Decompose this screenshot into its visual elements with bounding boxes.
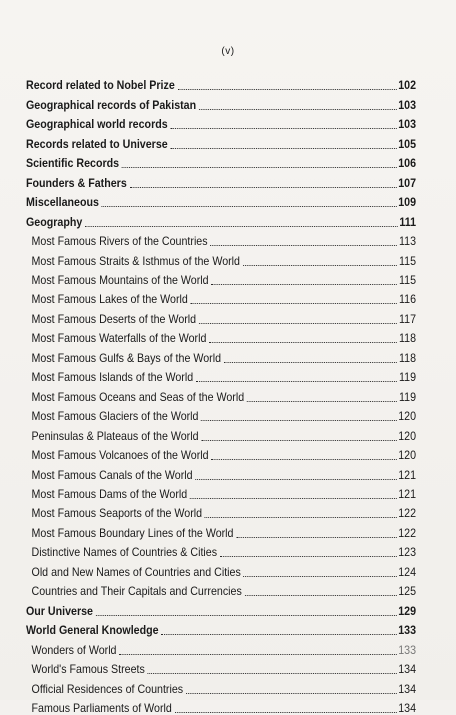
dot-leader [211,283,397,285]
toc-entry-page: 134 [398,682,417,696]
dot-leader [245,594,397,596]
dot-leader [224,361,397,363]
toc-entry [26,287,416,306]
dot-leader [85,225,397,227]
toc-entry-page: 115 [399,254,417,268]
toc-entry-page: 125 [398,585,417,599]
toc-entry [26,676,416,695]
toc-entry [26,443,416,462]
dot-leader [175,711,397,713]
toc-entry-title: Most Famous Canals of the World [31,468,193,482]
toc-entry-title: Most Famous Waterfalls of the World [31,332,207,346]
toc-entry [26,696,416,715]
toc-entry-page: 115 [399,273,417,287]
toc-entry-title: Most Famous Seaports of the World [31,507,203,521]
toc-entry [26,131,416,150]
toc-entry [26,598,416,617]
toc-entry-page: 106 [398,157,417,171]
dot-leader [148,672,397,674]
toc-entry-page: 124 [398,565,417,579]
toc-entry-page: 120 [398,429,417,443]
toc-entry [26,229,416,248]
toc-entry-page: 120 [398,410,417,424]
toc-entry-title: Geographical world records [26,118,168,132]
toc-entry-page: 119 [399,371,417,385]
toc-entry-title: Most Famous Boundary Lines of the World [31,526,234,540]
toc-entry-page: 113 [399,235,417,249]
dot-leader [196,380,397,382]
toc-entry-title: Most Famous Lakes of the World [31,293,188,307]
toc-entry-title: Old and New Names of Countries and Cities [31,565,241,579]
toc-entry-page: 133 [398,643,417,657]
dot-leader [205,516,397,518]
toc-entry-title: Most Famous Gulfs & Bays of the World [31,351,222,365]
toc-entry [26,345,416,364]
dot-leader [244,575,397,577]
toc-entry-title: Countries and Their Capitals and Currencies [31,585,242,599]
toc-entry-page: 123 [398,546,417,560]
toc-entry-title: Founders & Fathers [26,176,127,190]
toc-entry [26,326,416,345]
toc-entry [26,501,416,520]
toc-entry [26,423,416,442]
dot-leader [247,400,397,402]
toc-entry-page: 121 [398,468,417,482]
toc-entry-title: Miscellaneous [26,196,99,210]
dot-leader [210,244,397,246]
toc-entry-title: Records related to Universe [26,137,168,151]
toc-entry-title: Famous Parliaments of World [31,701,172,715]
dot-leader [199,322,397,324]
toc-entry [26,618,416,637]
toc-entry-title: Distinctive Names of Countries & Cities [31,546,218,560]
toc-entry-title: Most Famous Glaciers of the World [31,410,199,424]
dot-leader [178,88,397,90]
toc-entry [26,170,416,189]
toc-entry-title: Most Famous Rivers of the Countries [31,235,208,249]
toc-entry-page: 118 [399,332,417,346]
table-of-contents [26,73,416,715]
toc-entry [26,248,416,267]
dot-leader [130,186,397,188]
toc-entry [26,637,416,656]
toc-entry-title: Most Famous Islands of the World [31,371,194,385]
dot-leader [96,614,397,616]
toc-entry-title: Most Famous Mountains of the World [31,273,209,287]
toc-entry-page: 134 [398,701,417,715]
toc-entry [26,540,416,559]
toc-entry [26,657,416,676]
toc-entry-title: Our Universe [26,604,93,618]
toc-entry-page: 111 [399,215,417,229]
toc-entry [26,482,416,501]
toc-entry-page: 134 [398,663,417,677]
toc-entry [26,365,416,384]
toc-entry [26,520,416,539]
toc-entry-page: 103 [398,98,417,112]
toc-entry-title: Most Famous Deserts of the World [31,312,197,326]
dot-leader [122,166,397,168]
dot-leader [199,108,396,110]
dot-leader [201,439,396,441]
toc-entry-page: 120 [398,449,417,463]
toc-entry-title: Most Famous Straits & Isthmus of the World [31,254,240,268]
dot-leader [220,555,397,557]
toc-entry [26,268,416,287]
toc-entry [26,209,416,228]
dot-leader [195,478,396,480]
toc-entry-title: World's Famous Streets [31,663,145,677]
toc-entry-page: 103 [398,118,417,132]
dot-leader [102,205,397,207]
toc-entry-page: 102 [398,79,417,93]
toc-entry-title: Official Residences of Countries [31,682,184,696]
toc-entry-page: 117 [399,312,417,326]
dot-leader [170,147,396,149]
toc-entry-page: 105 [398,137,417,151]
toc-entry-page: 121 [398,487,417,501]
toc-entry-page: 129 [398,604,417,618]
toc-entry-title: Geography [26,215,83,229]
toc-entry-page: 118 [399,351,417,365]
toc-entry-title: Scientific Records [26,157,120,171]
toc-entry [26,404,416,423]
dot-leader [209,341,397,343]
dot-leader [119,653,396,655]
toc-entry [26,151,416,170]
toc-entry-title: World General Knowledge [26,624,159,638]
page-number: (v) [221,46,235,57]
toc-entry [26,73,416,92]
dot-leader [211,458,396,460]
toc-entry-title: Record related to Nobel Prize [26,79,175,93]
toc-entry [26,190,416,209]
toc-entry-page: 133 [398,624,417,638]
toc-entry-title: Most Famous Volcanoes of the World [31,449,209,463]
toc-entry-title: Most Famous Oceans and Seas of the World [31,390,245,404]
toc-entry-page: 109 [398,196,417,210]
dot-leader [190,497,396,499]
dot-leader [186,692,397,694]
toc-entry-title: Peninsulas & Plateaus of the World [31,429,199,443]
toc-entry-page: 107 [398,176,417,190]
dot-leader [191,302,398,304]
dot-leader [170,127,396,129]
dot-leader [243,264,397,266]
toc-entry [26,92,416,111]
dot-leader [161,633,396,635]
toc-entry [26,384,416,403]
toc-entry [26,306,416,325]
toc-entry-title: Most Famous Dams of the World [31,487,188,501]
dot-leader [201,419,396,421]
toc-entry [26,112,416,131]
toc-entry-page: 122 [398,526,417,540]
toc-entry-page: 119 [399,390,417,404]
toc-entry [26,462,416,481]
toc-entry [26,579,416,598]
toc-entry-title: Geographical records of Pakistan [26,98,197,112]
toc-entry-title: Wonders of World [31,643,117,657]
toc-entry [26,559,416,578]
dot-leader [236,536,396,538]
toc-entry-page: 116 [399,293,417,307]
toc-entry-page: 122 [398,507,417,521]
